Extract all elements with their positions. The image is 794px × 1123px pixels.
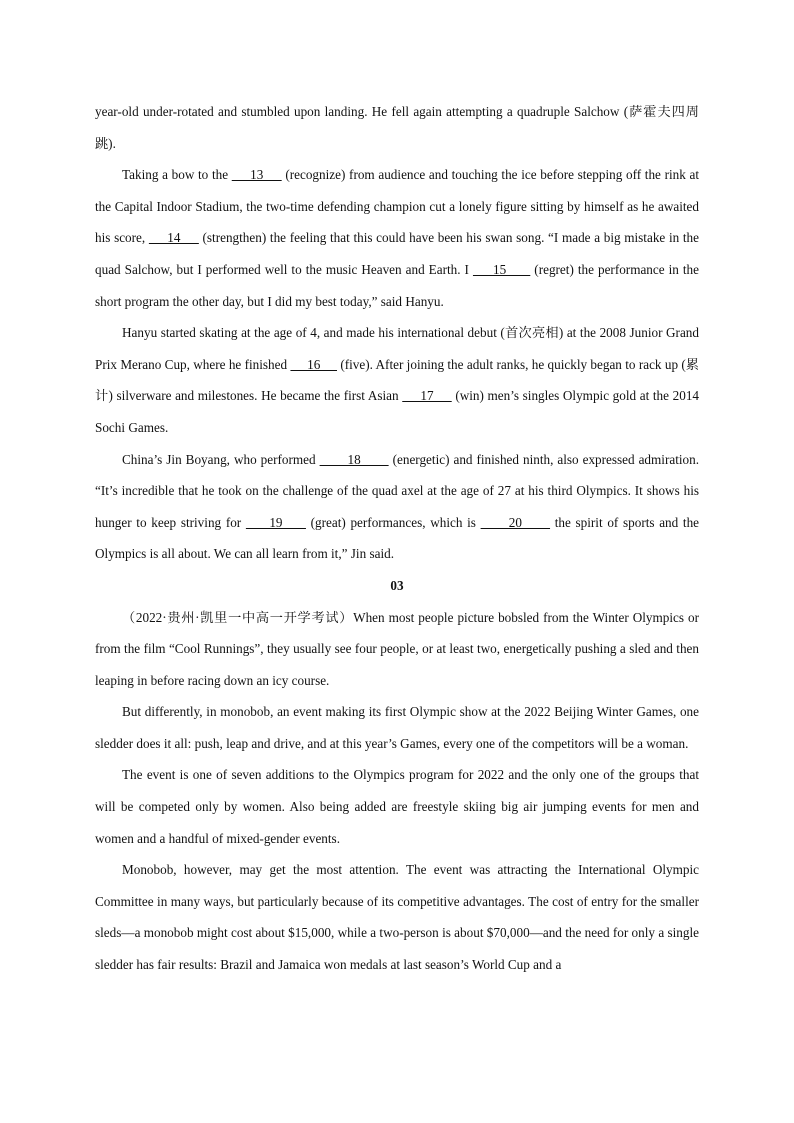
- paragraph-a: [95, 96, 699, 159]
- blank-14[interactable]: 14: [148, 230, 199, 246]
- paragraph-c-text-3: (win) men’s singles Olympic gold at the 2014 Sochi Games.: [95, 388, 700, 435]
- paragraph-b-text-4: (regret) the performance in the short program the other day, but I did my best today,” said Hanyu.: [95, 261, 699, 309]
- paragraph-d-text-4: the spirit of sports and the Olympics is all about. We can all learn from it,” Jin said.: [95, 514, 700, 562]
- section-number: 03: [390, 577, 404, 593]
- paragraph-c-text-1: Hanyu started skating at the age of 4, and made his international debut (首次亮相) at the 2008 Junior Grand Prix Merano Cup, where he finished: [95, 325, 699, 372]
- blank-15[interactable]: 15: [472, 261, 531, 277]
- paragraph-b-text-1: Taking a bow to the: [122, 167, 232, 183]
- paragraph-f: But differently, in monobob, an event making its first Olympic show at the 2022 Beijing Winter Games, one sledder does it all: push, leap and drive, and at this year’s Games, every one of the competitors will be a woman.: [95, 704, 699, 751]
- blank-20[interactable]: 20: [480, 514, 551, 530]
- paragraph-d-text-2: (energetic) and finished ninth, also expressed admiration. “It’s incredible that he took on the challenge of the quad axel at the age of 27 at his third Olympics. It shows his hunger to keep striving for: [95, 451, 700, 530]
- document-body: [95, 96, 699, 981]
- paragraph-c: [95, 317, 699, 443]
- blank-19[interactable]: 19: [245, 514, 306, 530]
- blank-13[interactable]: 13: [231, 167, 282, 183]
- paragraph-h: Monobob, however, may get the most attention. The event was attracting the International Olympic Committee in many ways, but particularly because of its competitive advantages. The cost of entry for the smaller sleds—a monobob might cost about $15,000, while a two-person is about $70,000—and the need for only a single sledder has fair results: Brazil and Jamaica won medals at last season’s World Cup and a: [95, 862, 699, 973]
- paragraph-d-text-1: China’s Jin Boyang, who performed: [122, 451, 320, 467]
- paragraph-b-text-2: (recognize) from audience and touching the ice before stepping off the rink at the Capital Indoor Stadium, the two-time defending champion cut a lonely figure sitting by himself as he awaited his score,: [95, 167, 699, 246]
- paragraph-e: （2022·贵州·凯里一中高一开学考试）When most people picture bobsled from the Winter Olympics or from the film “Cool Runnings”, they usually see four people, or at least two, energetically pushing a sled and then leaping in before racing down an icy course.: [95, 609, 699, 688]
- paragraph-b-text-3: (strengthen) the feeling that this could have been his swan song. “I made a big mistake in the quad Salchow, but I performed well to the music Heaven and Earth. I: [95, 230, 700, 277]
- paragraph-d: [95, 444, 699, 570]
- paragraph-g: The event is one of seven additions to the Olympics program for 2022 and the only one of the groups that will be competed only by women. Also being added are freestyle skiing big air jumping events for men and women and a handful of mixed-gender events.: [95, 767, 699, 846]
- blank-18[interactable]: 18: [319, 451, 389, 467]
- blank-16[interactable]: 16: [290, 356, 337, 372]
- paragraph-d-text-3: (great) performances, which is: [305, 514, 481, 530]
- paragraph-c-text-2: (five). After joining the adult ranks, he quickly began to rack up (累计) silverware and milestones. He became the first Asian: [95, 356, 699, 404]
- blank-17[interactable]: 17: [402, 388, 452, 404]
- paragraph-a-text: year-old under-rotated and stumbled upon landing. He fell again attempting a quadruple Salchow (萨霍夫四周跳).: [95, 104, 699, 151]
- paragraph-b: [95, 159, 699, 317]
